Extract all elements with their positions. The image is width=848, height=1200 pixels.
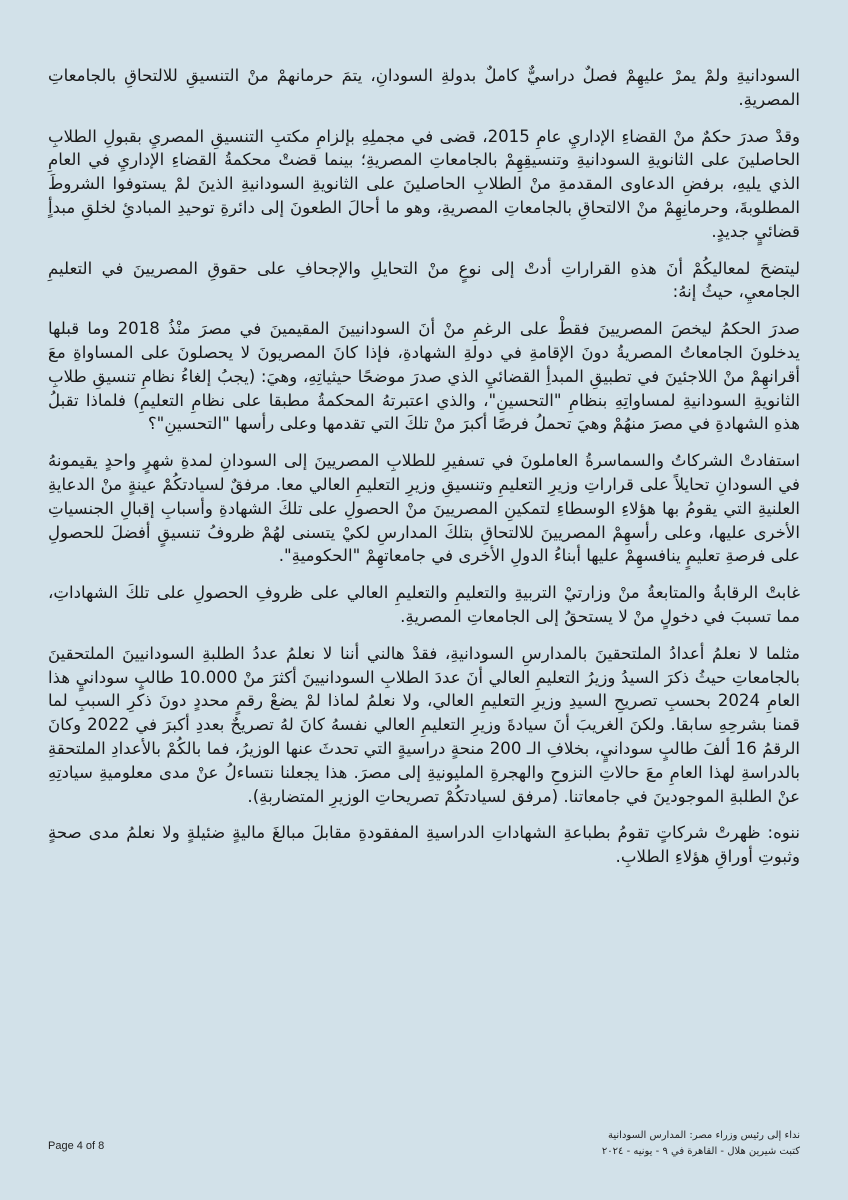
paragraph-5: استفادتْ الشركاتُ والسماسرةُ العاملونَ في تسفيرِ للطلابِ المصريينَ إلى السودانِ لمدةِ شهرٍ واحدٍ يقيمونهُ في السودانِ تحايلاً على قراراتِ وزيرِ التعليمِ وتنسيقِ وزيرِ التعليمِ العالي معا. مرفقٌ لسيادتكُمْ عينةٍ منْ الدعايةِ العلنيةِ التي يقومُ بها هؤلاءِ الوسطاءِ لتمكينِ المصريينَ منْ الحصولِ على تلكَ الشهادةِ وأسبابِ إقبالِ الجنسياتِ الأخرى عليها، وعلى رأسهِمْ المصريينَ للالتحاقِ بتلكَ المدارسِ لكيْ يتسنى لهُمْ ظروفُ تنسيقٍ أفضلَ للحصولِ على فرصةِ تعليمٍ ينافسهِمْ عليها أبناءُ الدولِ الأخرى في جامعاتهِمْ "الحكوميةِ". xyxy=(48,451,800,566)
paragraph-7: مثلما لا نعلمُ أعدادُ الملتحقينَ بالمدارسِ السودانيةِ، فقدْ هالني أننا لا نعلمُ عددُ الطلبةِ السودانيينَ الملتحقينَ بالجامعاتِ حيثُ ذكرَ السيدُ وزيرُ التعليمِ العالي أنَ عددَ الطلابِ السودانيينَ أكثرَ منْ 10.000 طالبٍ سودانيٍ هذا العامِ 2024 بحسبِ تصريحِ السيدِ وزيرِ التعليمِ العالي، ولا نعلمُ لماذا لمْ يضعْ رقمٍ محددٍ دونَ ذكرِ السببِ لما قمنا بشرحِهِ سابقا. ولكنَ الغريبَ أنَ سيادةَ وزيرِ التعليمِ العالي نفسهُ كانَ لهُ تصريحٌ بعددِ أكبرَ في 2022 وكانَ الرقمُ 16 ألفَ طالبٍ سودانيٍ، بخلافِ الـ 200 منحةٍ دراسيةٍ التي تحدثَ عنها الوزيرُ، فما بالكُمْ بالأعدادِ الملتحقةِ بالدراسةِ لهذا العامِ معَ حالاتِ النزوحِ والهجرةِ المليونيةِ إلى مصرَ. هذا يجعلنا نتساءلُ عنْ مدى معلوميةِ سيادتِهِ عنْ الطلبةِ الموجودينَ في جامعاتنا. (مرفق لسيادتكُمْ تصريحاتِ الوزيرِ المتضاربةِ). xyxy=(48,643,801,806)
footer-title: نداء إلى رئيس وزراء مصر: المدارس السودانية xyxy=(608,1130,800,1141)
page-number: Page 4 of 8 xyxy=(48,1140,105,1152)
footer-credits xyxy=(602,1128,800,1160)
document-body xyxy=(48,64,800,882)
paragraph-3: ليتضحَ لمعاليكُمْ أنَ هذهِ القراراتِ أدتْ إلى نوعٍ منْ التحايلِ والإجحافِ على حقوقِ المصريينَ في التعليمِ الجامعيِ، حيثُ إنهُ: xyxy=(48,258,800,302)
paragraph-1: السودانيةِ ولمْ يمرْ عليهِمْ فصلٌ دراسيٌّ كاملٌ بدولةِ السودانِ، يتمَ حرمانهمْ منْ التنسيقِ للالتحاقِ بالجامعاتِ المصريةِ. xyxy=(48,66,800,109)
paragraph-8: ننوه: ظهرتْ شركاتٍ تقومُ بطباعةِ الشهاداتِ الدراسيةِ المفقودةِ مقابلَ مبالغَ ماليةٍ ضئيلةٍ ولا نعلمُ مدى صحةٍ وثبوتِ أوراقِ هؤلاءِ الطلابِ. xyxy=(48,823,800,867)
page-footer xyxy=(48,1118,800,1178)
paragraph-2: وقدْ صدرَ حكمٌ منْ القضاءِ الإداريِ عامِ 2015، قضى في مجملِهِ بإلزامِ مكتبِ التنسيقِ المصريِ بقبولِ الطلابِ الحاصلينَ على الثانويةِ السودانيةِ وتنسيقِهِمْ بالجامعاتِ المصريةِ؛ بينما قضتْ محكمةُ القضاءِ الإداريِ في العامِ الذي يليهِ، برفضِ الدعاوى المقدمةِ منْ الطلابِ الحاصلينَ على الثانويةِ السودانيةِ الذينَ لمْ يستوفوا الشروطَ المطلوبةَ، وحرمانِهِمْ منْ الالتحاقِ بالجامعاتِ المصريةِ، وهو ما أحالَ الطعونَ إلى دائرةِ توحيدِ المبادئِ لخلقِ مبدأٍ قضائيٍ جديدٍ. xyxy=(48,126,800,241)
paragraph-4: صدرَ الحكمُ ليخصَ المصريينَ فقطْ على الرغمِ منْ أنَ السودانيينَ المقيمينَ في مصرَ منْذُ 2018 وما قبلها يدخلونَ الجامعاتُ المصريةُ دونَ الإقامةِ في دولةِ الشهادةِ، فإذا كانَ المصريونَ لا يحصلونَ على المساواةِ معَ أقرانهِمْ منْ اللاجئينَ في تطبيقِ المبدأِ القضائيِ الذي صدرَ موضحًا حيثياتِهِ، وهيَ: (يجبُ إلغاءُ نظامِ تنسيقِ طلابِ الثانويةِ السودانيةِ لمساواتِهِ بنظامِ "التحسينِ"، والذي اعتبرتهُ المحكمةُ مطبقا على نظامِ التعليمِ) فلماذا تقبلُ هذهِ الشهادةِ في مصرَ منهُمْ وهيَ تحملُ فرصًا أكبرَ منْ تلكَ التي تقدمها وعلى رأسها "التحسينِ"؟ xyxy=(48,319,800,434)
footer-author: كتبت شيرين هلال - القاهرة في ٩ - يونيه - ٢٠٢٤ xyxy=(601,1146,800,1157)
paragraph-6: غابتْ الرقابةُ والمتابعةُ منْ وزارتيْ التربيةِ والتعليمِ والتعليمِ العالي على ظروفِ الحصولِ على تلكَ الشهاداتِ، مما تسببَ في دخولٍ منْ لا يستحقُ إلى الجامعاتِ المصريةِ. xyxy=(48,583,800,626)
